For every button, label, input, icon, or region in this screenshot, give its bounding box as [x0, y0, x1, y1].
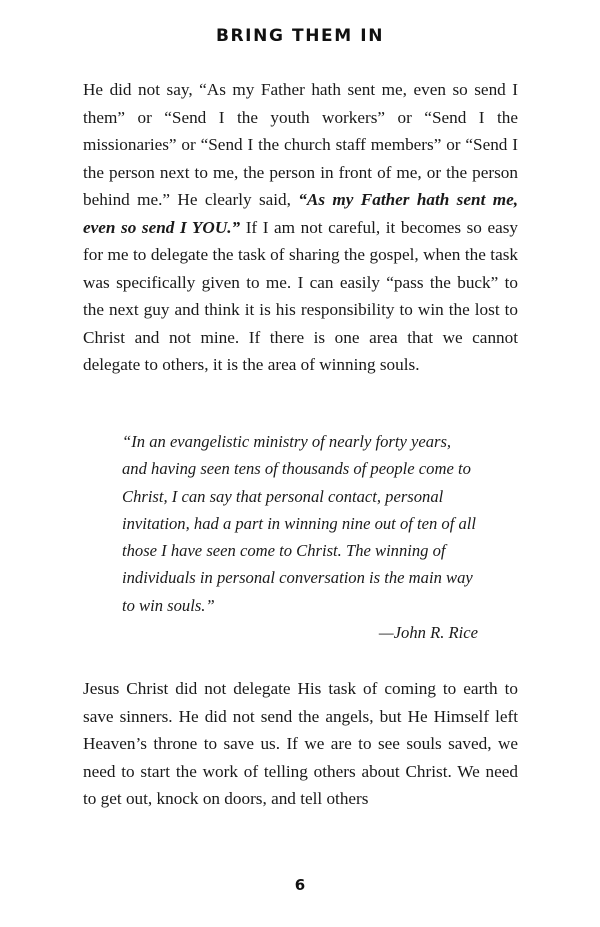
block-quote-attribution: —John R. Rice [378, 623, 478, 643]
body-paragraph-1 [83, 76, 518, 379]
page-number: 6 [294, 876, 306, 894]
paragraph-1-text-end: If I am not careful, it becomes so easy for me to delegate the task of sharing the gospel, when the task was specifically given to me. I can easily “pass the buck” to the next guy and think it is his responsibility to win the lost to Christ and not mine. If there is one area that we cannot delegate to others, it is the area of winning souls. [83, 217, 518, 374]
paragraph-1-text-start: He did not say, “As my Father hath sent me, even so send I them” or “Send I the youth workers” or “Send I the missionaries” or “Send I the church staff members” or “Send I the person next to me, the person in front of me, or the person behind me.” He clearly said, [83, 80, 518, 209]
block-quote [122, 428, 478, 646]
running-head-title: BRING THEM IN [215, 26, 385, 46]
body-paragraph-2: Jesus Christ did not delegate His task of coming to earth to save sinners. He did not send the angels, but He Himself left Heaven’s throne to save us. If we are to see souls saved, we need to start the work of telling others about Christ. We need to get out, knock on doors, and tell others [83, 679, 518, 808]
paragraph-1-emphasis-quote: “As my Father hath sent me, even so send I YOU.” [83, 190, 518, 237]
block-quote-text: “In an evangelistic ministry of nearly forty years, and having seen tens of thousands of people come to Christ, I can say that personal contact, personal invitation, had a part in winning nine out of ten of all those I have seen come to Christ. The winning of individuals in personal conversation is the main way to win souls.” [122, 432, 476, 615]
